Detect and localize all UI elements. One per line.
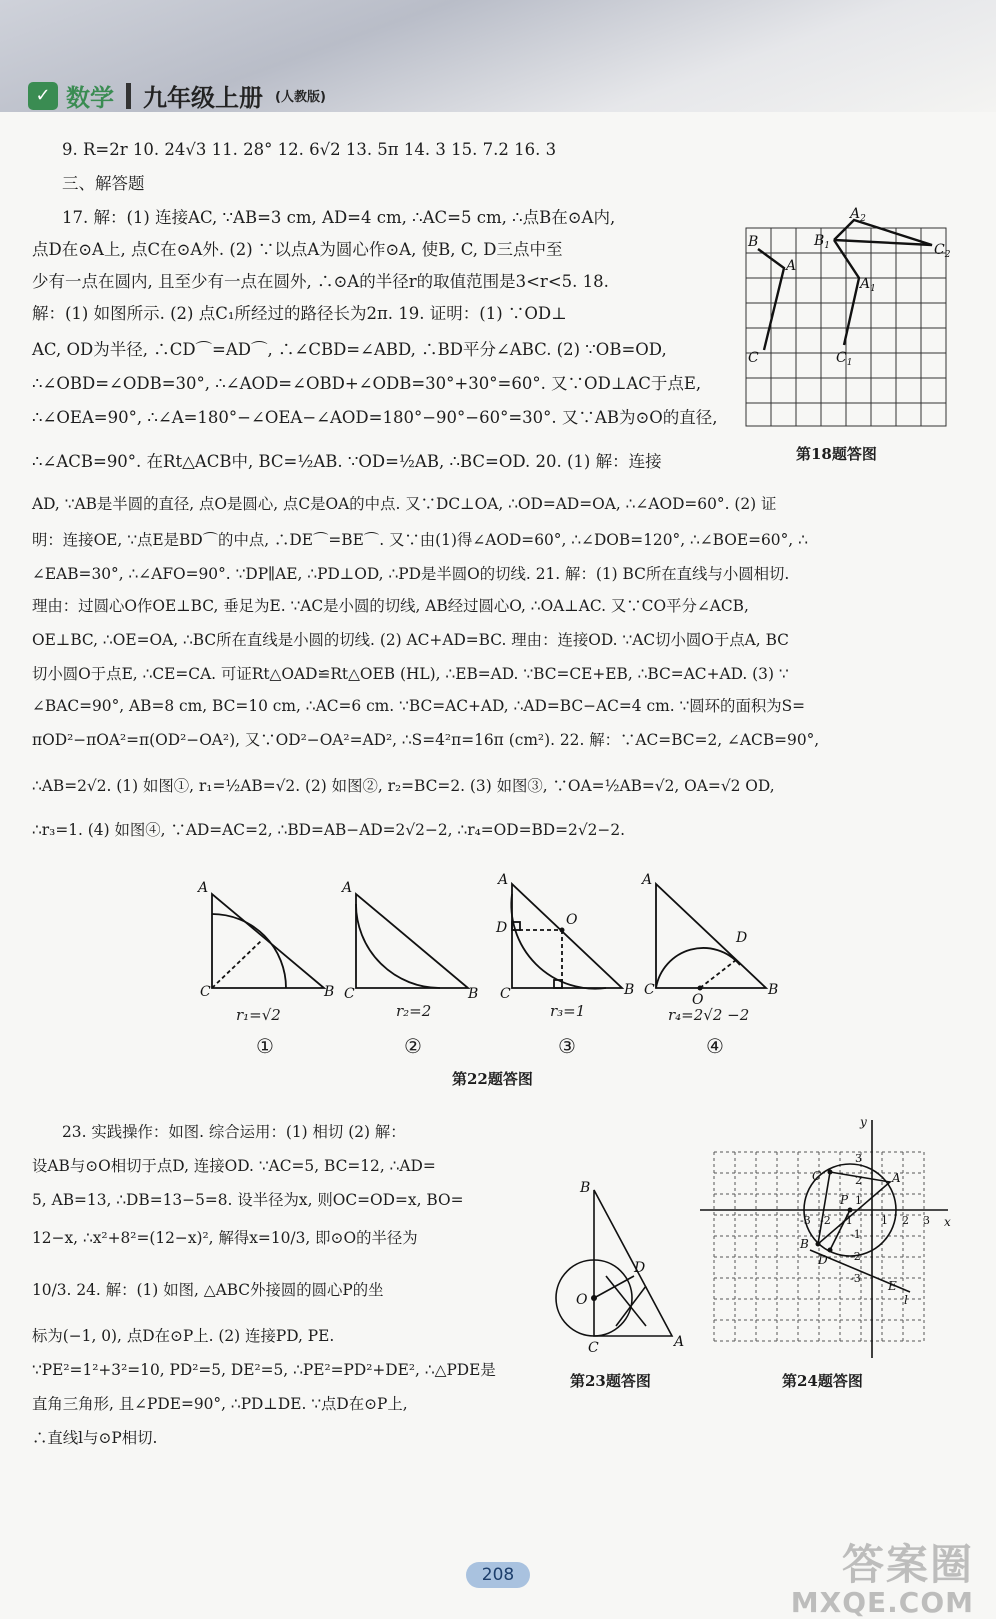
svg-text:1: 1 [881, 1214, 888, 1227]
svg-text:C: C [344, 986, 355, 1002]
svg-text:-3: -3 [850, 1272, 861, 1285]
svg-text:O: O [576, 1292, 588, 1308]
svg-text:-1: -1 [850, 1228, 861, 1241]
svg-text:-3: -3 [800, 1214, 811, 1227]
svg-text:-2: -2 [820, 1214, 831, 1227]
answer-line: 23. 实践操作：如图. 综合运用：(1) 相切 (2) 解： [62, 1123, 406, 1141]
answer-line: ∴AB=2√2. (1) 如图①, r₁=½AB=√2. (2) 如图②, r₂=BC=2. (3) 如图③, ∵OA=½AB=√2, OA=√2 OD, [32, 777, 775, 795]
watermark-url: MXQE.COM [790, 1586, 974, 1619]
svg-text:y: y [860, 1115, 867, 1129]
answer-line: πOD²−πOA²=π(OD²−OA²), 又∵OD²−OA²=AD², ∴S=4²π=16π (cm²). 22. 解：∵AC=BC=2, ∠ACB=90°, [32, 731, 820, 749]
answer-line: 点D在⊙A上, 点C在⊙A外. (2) ∵以点A为圆心作⊙A, 使B, C, D三点中至 [32, 240, 563, 259]
svg-text:3: 3 [923, 1214, 930, 1227]
svg-text:-1: -1 [842, 1214, 853, 1227]
svg-text:E: E [888, 1279, 897, 1293]
answer-line: 少有一点在圆内, 且至少有一点在圆外, ∴⊙A的半径r的取值范围是3<r<5. 18. [32, 272, 609, 291]
watermark-logo [791, 1532, 974, 1619]
watermark-title: 答案圈 [841, 1540, 974, 1589]
svg-text:C: C [644, 982, 655, 998]
answer-line: 10/3. 24. 解：(1) 如图, △ABC外接圆的圆心P的坐 [32, 1281, 384, 1299]
svg-text:C: C [748, 350, 759, 366]
svg-text:A: A [892, 1171, 901, 1185]
svg-text:D: D [818, 1253, 828, 1267]
edition: (人教版) [275, 90, 326, 105]
figure-18-caption: 第18题答图 [796, 445, 877, 463]
answer-line: 17. 解：(1) 连接AC, ∵AB=3 cm, AD=4 cm, ∴AC=5 cm, ∴点B在⊙A内, [62, 208, 616, 227]
svg-text:O: O [566, 912, 578, 928]
svg-text:A: A [786, 258, 797, 274]
svg-text:B: B [800, 1237, 809, 1251]
svg-text:1: 1 [855, 1194, 862, 1207]
svg-text:C: C [200, 984, 211, 1000]
svg-text:2: 2 [902, 1214, 909, 1227]
section-heading: 三、解答题 [62, 174, 145, 193]
answer-line: 5, AB=13, ∴DB=13−5=8. 设半径为x, 则OC=OD=x, BO= [32, 1191, 464, 1209]
svg-text:B1: $B_1$ [814, 233, 831, 251]
fig22-label-3: r₃=1 [550, 1002, 586, 1020]
header-title [28, 78, 326, 113]
svg-text:-2: -2 [850, 1250, 861, 1263]
svg-text:A: A [198, 880, 209, 896]
answer-line: 设AB与⊙O相切于点D, 连接OD. ∵AC=5, BC=12, ∴AD= [32, 1157, 436, 1175]
svg-text:D: D [736, 930, 748, 946]
svg-text:C2: $C_2$ [934, 242, 951, 260]
svg-text:A2: $A_2$ [850, 206, 866, 224]
answer-line: 9. R=2r 10. 24√3 11. 28° 12. 6√2 13. 5π 14. 3 15. 7.2 16. 3 [62, 140, 557, 159]
svg-text:3: 3 [855, 1152, 862, 1165]
svg-text:l: l [904, 1293, 908, 1307]
answer-line: 直角三角形, 且∠PDE=90°, ∴PD⊥DE. ∵点D在⊙P上, [32, 1395, 408, 1413]
svg-text:B: B [624, 982, 635, 998]
answer-line: ∴∠ACB=90°. 在Rt△ACB中, BC=½AB. ∵OD=½AB, ∴BC=OD. 20. (1) 解：连接 [32, 452, 662, 471]
svg-text:2: 2 [855, 1174, 862, 1187]
answer-line: ∠EAB=30°, ∴∠AFO=90°. ∵DP∥AE, ∴PD⊥OD, ∴PD是半圆O的切线. 21. 解：(1) BC所在直线与小圆相切. [32, 565, 790, 583]
answer-line: 切小圆O于点E, ∴CE=CA. 可证Rt△OAD≌Rt△OEB (HL), ∴EB=AD. ∵BC=CE+EB, ∴BC=AC+AD. (3) ∵ [32, 665, 789, 683]
page-number: 208 [466, 1562, 530, 1588]
svg-text:B: B [748, 234, 759, 250]
figure-23-diagram [546, 1176, 686, 1376]
answer-line: ∵PE²=1²+3²=10, PD²=5, DE²=5, ∴PE²=PD²+DE², ∴△PDE是 [32, 1361, 496, 1379]
answer-line: OE⊥BC, ∴OE=OA, ∴BC所在直线是小圆的切线. (2) AC+AD=BC. 理由：连接OD. ∵AC切小圆O于点A, BC [32, 631, 789, 649]
answer-line: 解：(1) 如图所示. (2) 点C₁所经过的路径长为2π. 19. 证明：(1) ∵OD⊥ [32, 304, 567, 323]
svg-text:P: P [840, 1193, 849, 1207]
grade: 九年级上册 [143, 84, 263, 112]
answer-line: 明：连接OE, ∵点E是BD⌒的中点, ∴DE⌒=BE⌒. 又∵由(1)得∠AOD=60°, ∴∠DOB=120°, ∴∠BOE=60°, ∴ [32, 531, 808, 549]
svg-text:C1: $C_1$ [836, 350, 853, 368]
answer-line: AD, ∵AB是半圆的直径, 点O是圆心, 点C是OA的中点. 又∵DC⊥OA, ∴OD=AD=OA, ∴∠AOD=60°. (2) 证 [32, 495, 777, 513]
answer-line: ∴r₃=1. (4) 如图④, ∵AD=AC=2, ∴BD=AB−AD=2√2−2, ∴r₄=OD=BD=2√2−2. [32, 821, 625, 839]
svg-text:A: A [642, 872, 653, 888]
fig22-num-2: ② [404, 1034, 422, 1058]
answer-line: 理由：过圆心O作OE⊥BC, 垂足为E. ∵AC是小圆的切线, AB经过圆心O, ∴OA⊥AC. 又∵CO平分∠ACB, [32, 597, 749, 615]
svg-text:B: B [768, 982, 779, 998]
fig22-label-4: r₄=2√2 −2 [668, 1006, 750, 1024]
svg-text:B: B [324, 984, 335, 1000]
svg-text:B: B [468, 986, 479, 1002]
figure-24-coordinate [700, 1112, 960, 1372]
divider [126, 83, 131, 109]
fig22-label-2: r₂=2 [396, 1002, 432, 1020]
svg-text:D: D [634, 1260, 646, 1276]
figure-22-caption: 第22题答图 [452, 1070, 533, 1088]
figure-23-caption: 第23题答图 [570, 1372, 651, 1390]
svg-text:A: A [342, 880, 353, 896]
figure-18-grid [744, 200, 954, 435]
fig22-num-3: ③ [558, 1034, 576, 1058]
answer-line: 标为(−1, 0), 点D在⊙P上. (2) 连接PD, PE. [32, 1327, 335, 1345]
svg-text:x: x [944, 1215, 951, 1229]
fig22-label-1: r₁=√2 [236, 1006, 281, 1024]
svg-text:B: B [580, 1180, 591, 1196]
answer-line: AC, OD为半径, ∴CD⌒=AD⌒, ∴∠CBD=∠ABD, ∴BD平分∠ABC. (2) ∵OB=OD, [32, 340, 667, 359]
figure-22-diagram [196, 870, 796, 1020]
fig22-num-1: ① [256, 1034, 274, 1058]
figure-24-caption: 第24题答图 [782, 1372, 863, 1390]
subject: 数学 [66, 84, 114, 112]
svg-text:D: D [496, 920, 508, 936]
svg-text:O: O [692, 992, 704, 1008]
answer-line: ∠BAC=90°, AB=8 cm, BC=10 cm, ∴AC=6 cm. ∵BC=AC+AD, ∴AD=BC−AC=4 cm. ∵圆环的面积为S= [32, 697, 806, 715]
svg-text:A: A [498, 872, 509, 888]
book-logo-icon: ✓ [28, 82, 58, 110]
answer-line: ∴∠OEA=90°, ∴∠A=180°−∠OEA−∠AOD=180°−90°−60°=30°. 又∵AB为⊙O的直径, [32, 408, 718, 427]
svg-text:A1: $A_1$ [860, 276, 876, 294]
fig22-num-4: ④ [706, 1034, 724, 1058]
answer-line: ∴直线l与⊙P相切. [32, 1429, 158, 1447]
answer-line: ∴∠OBD=∠ODB=30°, ∴∠AOD=∠OBD+∠ODB=30°+30°=60°. 又∵OD⊥AC于点E, [32, 374, 702, 393]
svg-text:C: C [588, 1340, 599, 1356]
svg-text:C: C [812, 1169, 822, 1183]
svg-text:C: C [500, 986, 511, 1002]
answer-line: 12−x, ∴x²+8²=(12−x)², 解得x=10/3, 即⊙O的半径为 [32, 1229, 418, 1247]
svg-text:A: A [674, 1334, 685, 1350]
